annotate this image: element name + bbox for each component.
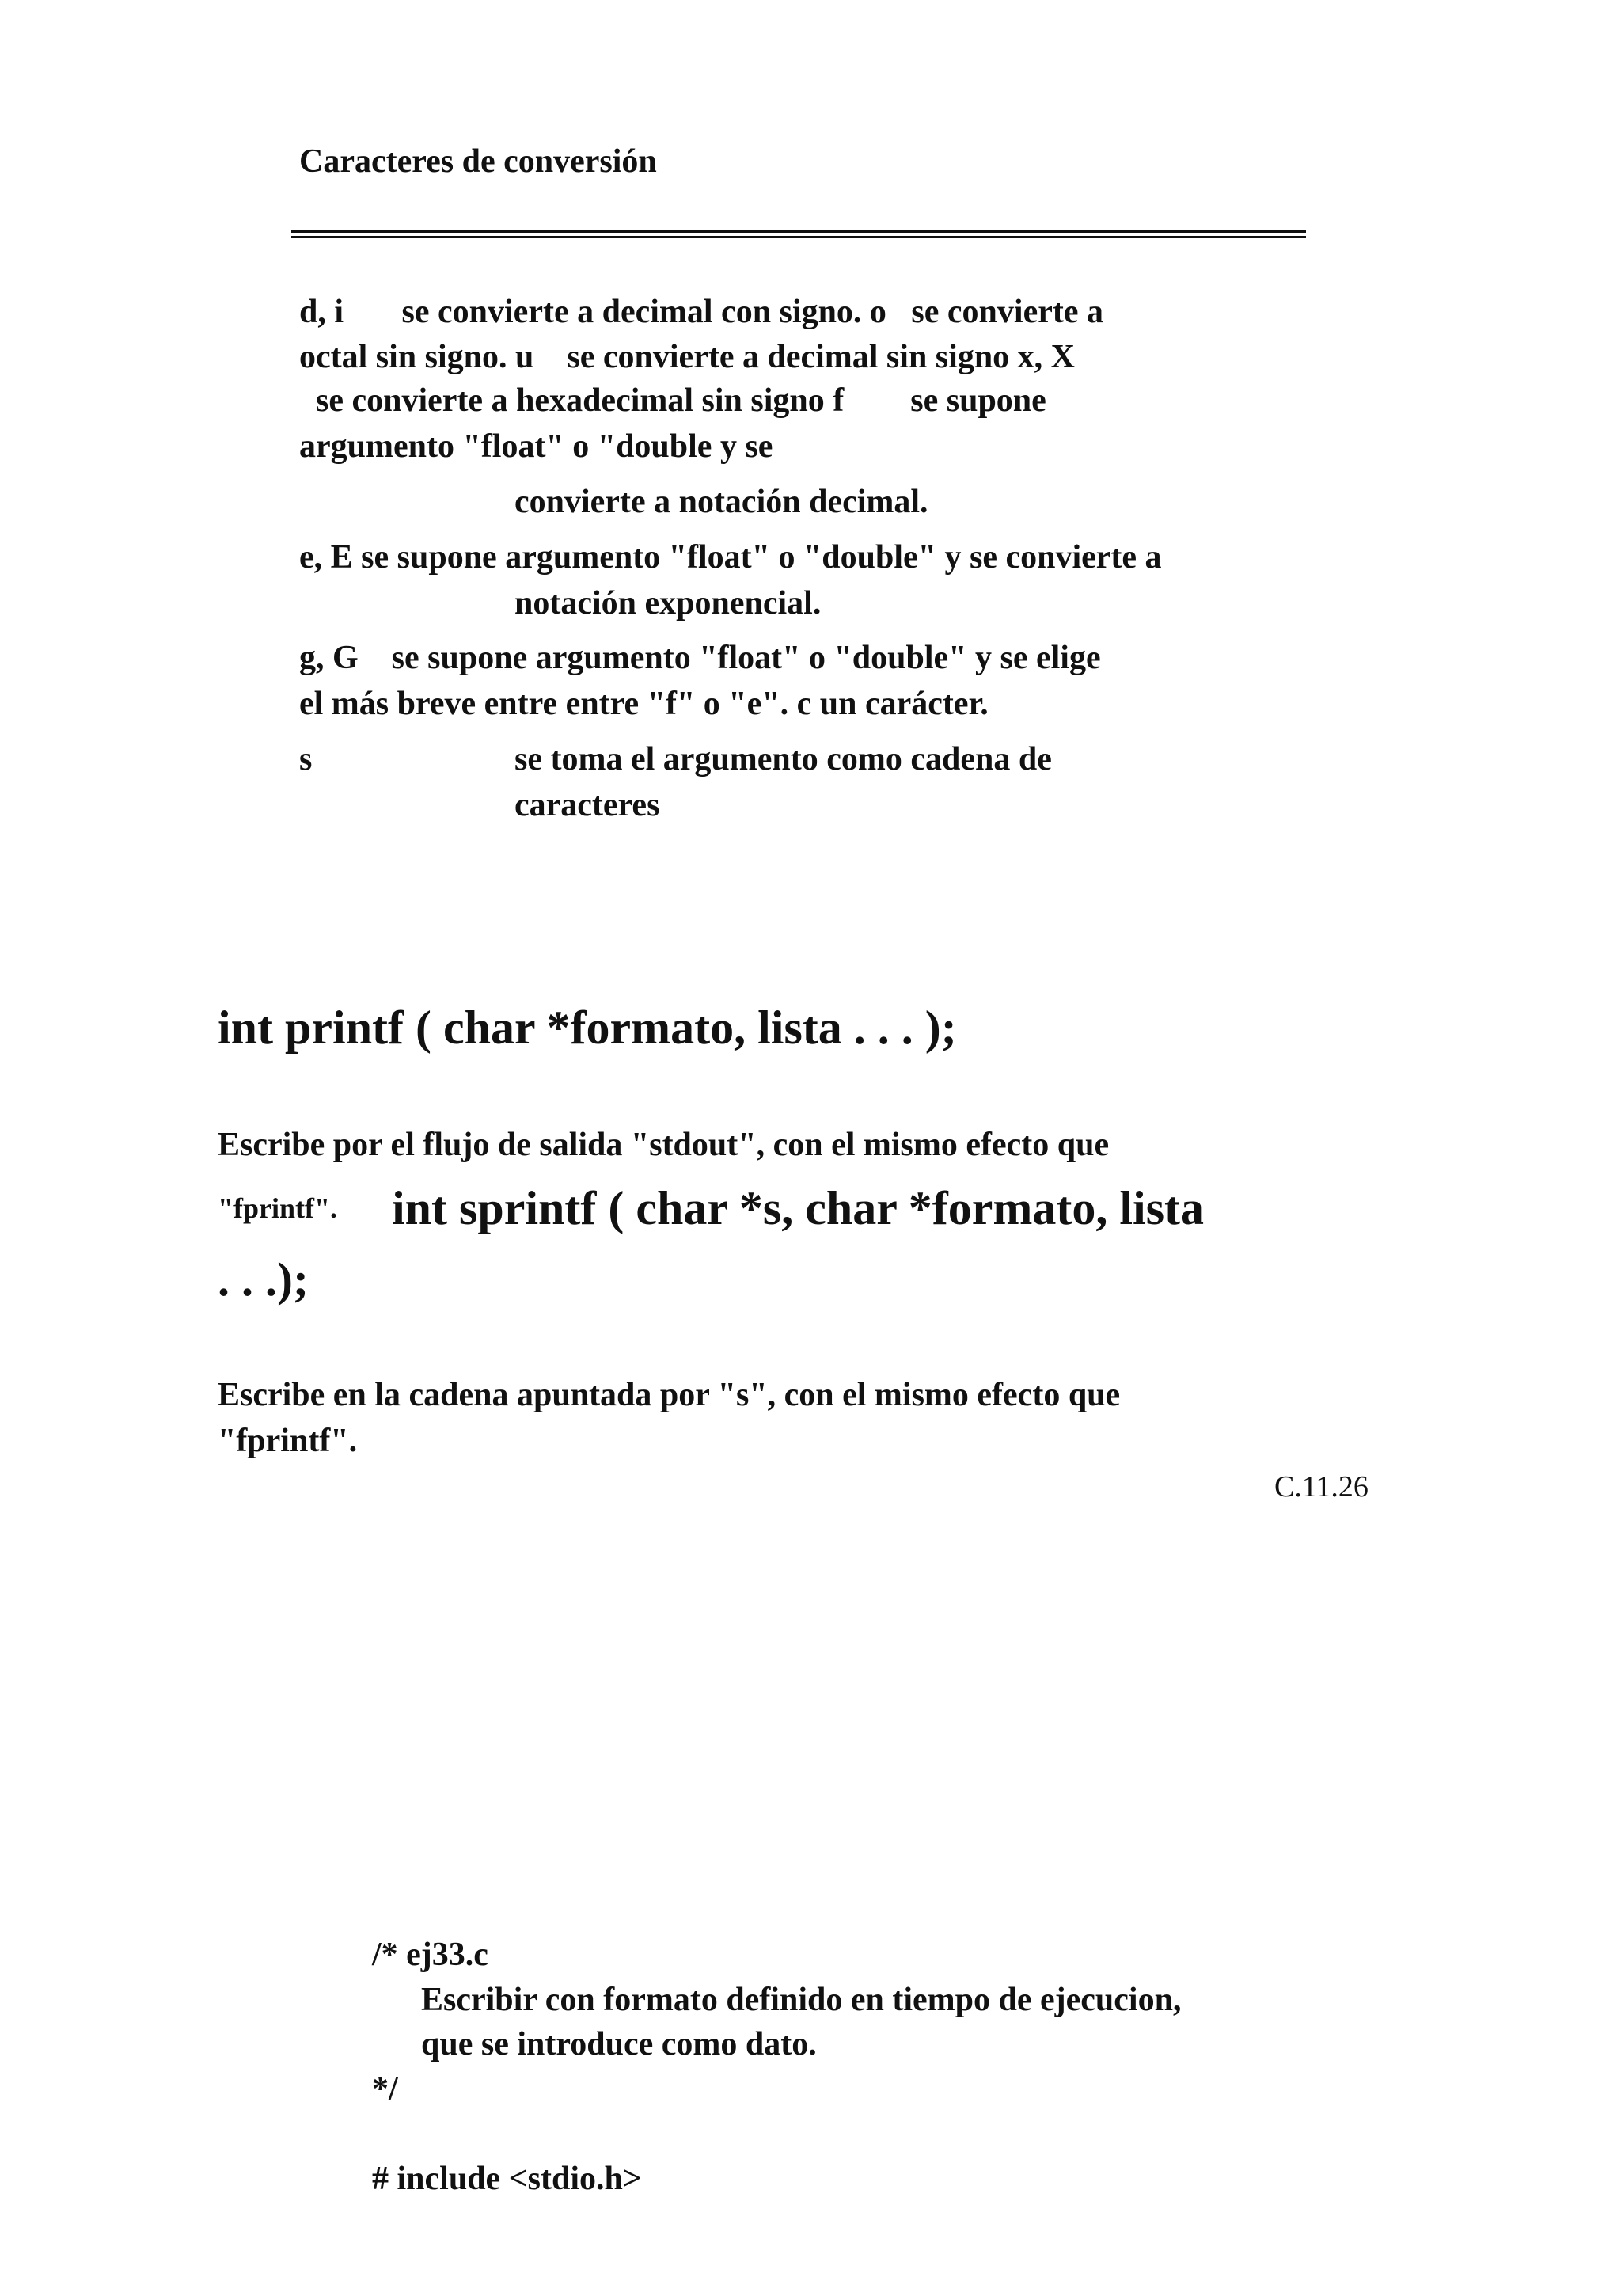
conversion-line: d, i se convierte a decimal con signo. o se convierte a (299, 294, 1103, 330)
code-line: Escribir con formato definido en tiempo de ejecucion, (421, 1982, 1182, 2018)
conversion-line: notación exponencial. (514, 585, 822, 622)
section-title: Caracteres de conversión (299, 143, 657, 180)
conversion-code-s: s (299, 741, 313, 777)
title-rule-bottom (291, 236, 1306, 238)
conversion-line: caracteres (514, 787, 660, 823)
conversion-line: se convierte a hexadecimal sin signo f se supone (299, 382, 1046, 419)
conversion-line: g, G se supone argumento "float" o "double" y se elige (299, 640, 1101, 676)
title-rule-top (291, 230, 1306, 233)
page-reference: C.11.26 (1274, 1470, 1369, 1503)
conversion-line: se toma el argumento como cadena de (514, 741, 1052, 777)
sprintf-description: "fprintf". (218, 1423, 358, 1459)
code-line: # include <stdio.h> (372, 2161, 642, 2197)
code-line: /* ej33.c (372, 1937, 488, 1973)
printf-signature: int printf ( char *formato, lista . . . ); (218, 1002, 957, 1054)
sprintf-description: Escribe en la cadena apuntada por "s", con el mismo efecto que (218, 1377, 1121, 1413)
conversion-line: octal sin signo. u se convierte a decimal sin signo x, X (299, 339, 1076, 375)
conversion-line: convierte a notación decimal. (514, 484, 928, 520)
conversion-line: e, E se supone argumento "float" o "double" y se convierte a (299, 539, 1162, 576)
printf-description: Escribe por el flujo de salida "stdout", con el mismo efecto que (218, 1127, 1110, 1163)
conversion-line: argumento "float" o "double y se (299, 428, 773, 465)
conversion-line: el más breve entre entre "f" o "e". c un carácter. (299, 686, 989, 722)
code-line: que se introduce como dato. (421, 2026, 817, 2062)
printf-description-ref: "fprintf". (218, 1192, 337, 1224)
sprintf-signature: int sprintf ( char *s, char *formato, lista (392, 1182, 1205, 1234)
code-line: */ (372, 2071, 398, 2108)
sprintf-signature-cont: . . .); (218, 1253, 309, 1306)
